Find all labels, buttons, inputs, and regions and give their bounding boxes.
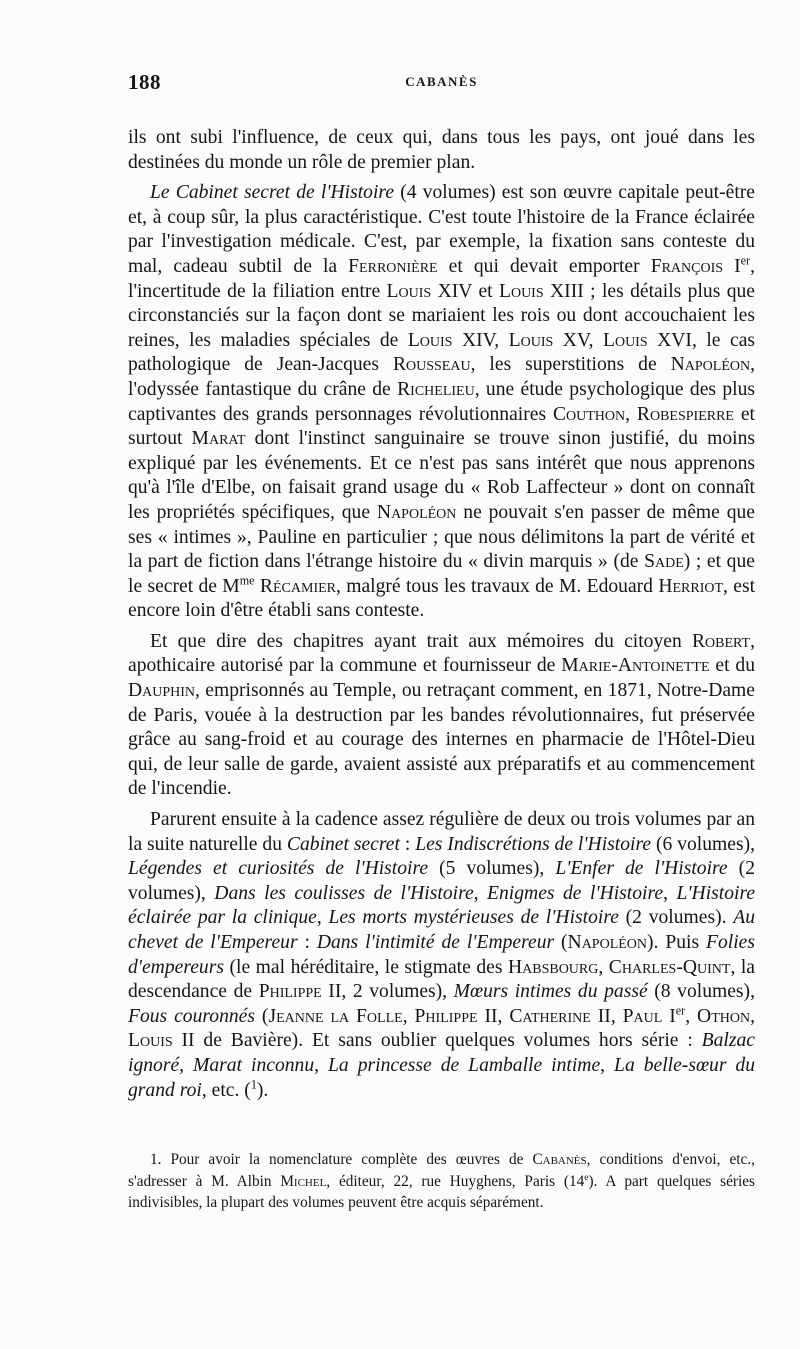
person-name: Napoléon [670, 354, 751, 376]
book-title: L'Enfer de l'Histoire [555, 858, 728, 880]
person-name: Robert [691, 630, 751, 652]
book-title: Au chevet de l'Empereur [128, 907, 755, 953]
person-name: Napoléon [376, 501, 457, 523]
text-run: , [316, 907, 329, 929]
book-title: Folies d'empereurs [128, 932, 755, 978]
superscript: e [584, 1172, 589, 1183]
text-run: et du [709, 655, 755, 677]
footnote-text [128, 1149, 755, 1214]
person-name: Louis [407, 329, 453, 351]
text-run: , [625, 403, 637, 425]
text-run: (2 volumes), [128, 858, 755, 904]
text-run: , une étude psychologique des plus captivantes des grands personnages révolutionnaires [128, 378, 755, 425]
person-name: Louis [128, 1030, 173, 1052]
person-name: Herriot [658, 575, 724, 597]
text-run: 1. Pour avoir la nomenclature complète des œuvres de [150, 1151, 533, 1168]
text-run: , [750, 1005, 755, 1027]
text-run: I [662, 1005, 676, 1027]
book-title: Légendes et curiosités de l'Histoire [128, 858, 429, 880]
text-run: , malgré tous les travaux de M. Edouard [336, 575, 659, 597]
text-run: , [473, 882, 488, 904]
text-run: , la descendance de [128, 956, 755, 1003]
book-title: Marat inconnu [193, 1054, 315, 1076]
book-title: Fous couronnés [128, 1005, 256, 1027]
book-title: Dans l'intimité de l'Empereur [316, 932, 555, 953]
paragraph-2 [128, 181, 755, 624]
text-run: II, 2 volumes), [321, 981, 454, 1003]
text-run: (2 volumes). [618, 907, 734, 929]
book-title: Le Cabinet secret de l'Histoire [150, 182, 395, 204]
text-run: , l'incertitude de la filiation entre [128, 255, 755, 302]
text-run: (4 volumes) est son œuvre capitale peut-être et, à coup sûr, la plus caractéristique. C'est toute l'histoire de la France éclairée par l'investigation médicale. C'est, par exemple, la fixation sans conteste du mal, cadeau subtil de la [128, 182, 755, 277]
footnote-marker[interactable]: 1 [250, 1077, 257, 1092]
text-run: , apothicaire autorisé par la commune et fournisseur de [128, 630, 755, 677]
book-title: Les morts mystérieuses de l'Histoire [328, 907, 619, 929]
text-run: (8 volumes), [647, 981, 755, 1003]
book-title: L'Histoire éclairée par la clinique [128, 882, 756, 929]
person-name: Ferronière [348, 255, 438, 277]
text-run: , éditeur, 22, rue Huyghens, Paris (14 [326, 1172, 585, 1190]
person-name: Rousseau [392, 354, 471, 376]
person-name: Paul [622, 1005, 663, 1027]
person-name: Louis [498, 280, 544, 302]
text-run: II de Bavière). Et sans oublier quelques volumes hors série : [172, 1030, 702, 1052]
text-run: et qui devait emporter [437, 255, 651, 277]
book-title: Les Indiscrétions de l'Histoire [415, 833, 652, 855]
book-title: Balzac ignoré [128, 1030, 755, 1076]
text-run: , [600, 1054, 615, 1076]
text-run: Parurent ensuite à la cadence assez régulière de deux ou trois volumes par an la suite naturelle du [128, 809, 755, 855]
main-text [128, 126, 755, 1103]
book-title: La princesse de Lamballe intime [328, 1054, 601, 1076]
paragraph-1 [128, 126, 755, 175]
superscript: er [740, 253, 751, 268]
person-name: Jeanne la Folle [268, 1005, 403, 1027]
text-run: XVI, le cas pathologique de Jean-Jacques [128, 329, 756, 376]
text-run: (5 volumes), [428, 858, 556, 880]
text-run: ). Puis [647, 932, 707, 953]
person-name: Habsbourg [507, 956, 599, 978]
person-name: Richelieu [397, 378, 475, 400]
text-run: (6 volumes), [651, 833, 756, 855]
text-run: II, [590, 1005, 623, 1027]
text-run: , [179, 1054, 194, 1076]
book-title: Dans les coulisses de l'Histoire [214, 882, 474, 904]
text-run: : [399, 833, 416, 855]
text-run: dont l'instinct sanguinaire se trouve sinon justifié, du moins expliqué par les événements. Et ce n'est pas sans intérêt que nous apprenons qu'à l'île d'Elbe, on faisait grand usage du « Rob Laffecteur » dont on connaît les propriétés spécifiques, que [128, 428, 755, 523]
book-title: La belle-sœur du grand roi [128, 1054, 756, 1101]
person-name: François [650, 255, 724, 277]
text-run: , l'odyssée fantastique du crâne de [128, 354, 756, 400]
text-run: XIV, [452, 329, 509, 351]
person-name: Louis [386, 280, 432, 302]
person-name: Cabanès [532, 1151, 587, 1168]
text-run: XV, [553, 329, 603, 351]
person-name: Récamier [259, 575, 336, 597]
book-title: Cabinet secret [286, 833, 400, 855]
footnote [128, 1149, 755, 1214]
book-title: Enigmes de l'Histoire [487, 882, 664, 904]
person-name: Marat [191, 428, 246, 450]
person-name: Dauphin [128, 680, 196, 702]
text-run: et surtout [128, 403, 755, 450]
text-run: ) ; et que le secret de M [128, 551, 755, 597]
paragraph-4 [128, 808, 755, 1103]
superscript: er [675, 1003, 686, 1018]
running-head: CABANÈS [405, 74, 478, 89]
text-run: , [663, 882, 677, 904]
text-run: , conditions d'envoi, etc., s'adresser à M. Albin [128, 1151, 755, 1190]
text-run: ils ont subi l'influence, de ceux qui, dans tous les pays, ont joué dans les destinées du monde un rôle de premier plan. [128, 127, 755, 173]
text-run: XIII ; les détails plus que circonstanciés sur la façon dont se mariaient les rois ou dont accouchaient les reines, les maladies spéciales de [128, 280, 756, 351]
paragraph-3 [128, 630, 755, 802]
text-run: , [598, 956, 609, 978]
person-name: Philippe [258, 981, 322, 1003]
person-name: Sade [644, 551, 684, 573]
text-run: , etc. ( [201, 1079, 251, 1101]
person-name: Charles-Quint [608, 956, 731, 978]
person-name: Othon [697, 1005, 751, 1027]
person-name: Louis [508, 329, 554, 351]
text-run: ne pouvait s'en passer de même que ses « intimes », Pauline en particulier ; que nous délimitons la part de vérité et la part de fiction dans l'étrange histoire du « divin marquis » (de [128, 501, 756, 573]
text-run: , [314, 1054, 329, 1076]
text-run: ( [255, 1005, 269, 1027]
text-run: , emprisonnés au Temple, ou retraçant comment, en 1871, Notre-Dame de Paris, vouée à la destruction par les bandes révolutionnaires, fut préservée grâce au sang-froid et au courage des internes en pharmacie de l'Hôtel-Dieu qui, de leur salle de garde, avaient assisté aux préparatifs et au commencement de l'incendie. [128, 680, 755, 800]
person-name: Marie-Antoinette [561, 655, 710, 677]
text-run: , est encore loin d'être établi sans conteste. [128, 575, 756, 622]
text-run: XIV et [431, 280, 499, 302]
book-title: Mœurs intimes du passé [453, 981, 648, 1003]
text-run: , les superstitions de [470, 354, 671, 376]
person-name: Philippe [414, 1005, 478, 1027]
person-name: Couthon [552, 403, 626, 425]
text-run: ( [554, 932, 568, 953]
text-run: Et que dire des chapitres ayant trait aux mémoires du citoyen [150, 630, 692, 652]
text-run: , [685, 1005, 698, 1027]
text-run: ). [256, 1079, 269, 1101]
text-run: ). A part quelques séries indivisibles, la plupart des volumes peuvent être acquis séparément. [128, 1172, 755, 1211]
person-name: Catherine [509, 1005, 591, 1027]
superscript: me [239, 573, 255, 588]
person-name: Napoléon [567, 932, 648, 953]
text-run: I [723, 255, 741, 277]
page-header [128, 70, 755, 100]
person-name: Robespierre [636, 403, 734, 425]
person-name: Louis [602, 329, 648, 351]
page-number: 188 [128, 70, 161, 94]
person-name: Michel [280, 1172, 327, 1190]
text-run: : [297, 932, 317, 953]
text-run: , [402, 1005, 415, 1027]
text-run: (le mal héréditaire, le stigmate des [223, 956, 508, 978]
text-run: II, [477, 1005, 510, 1027]
